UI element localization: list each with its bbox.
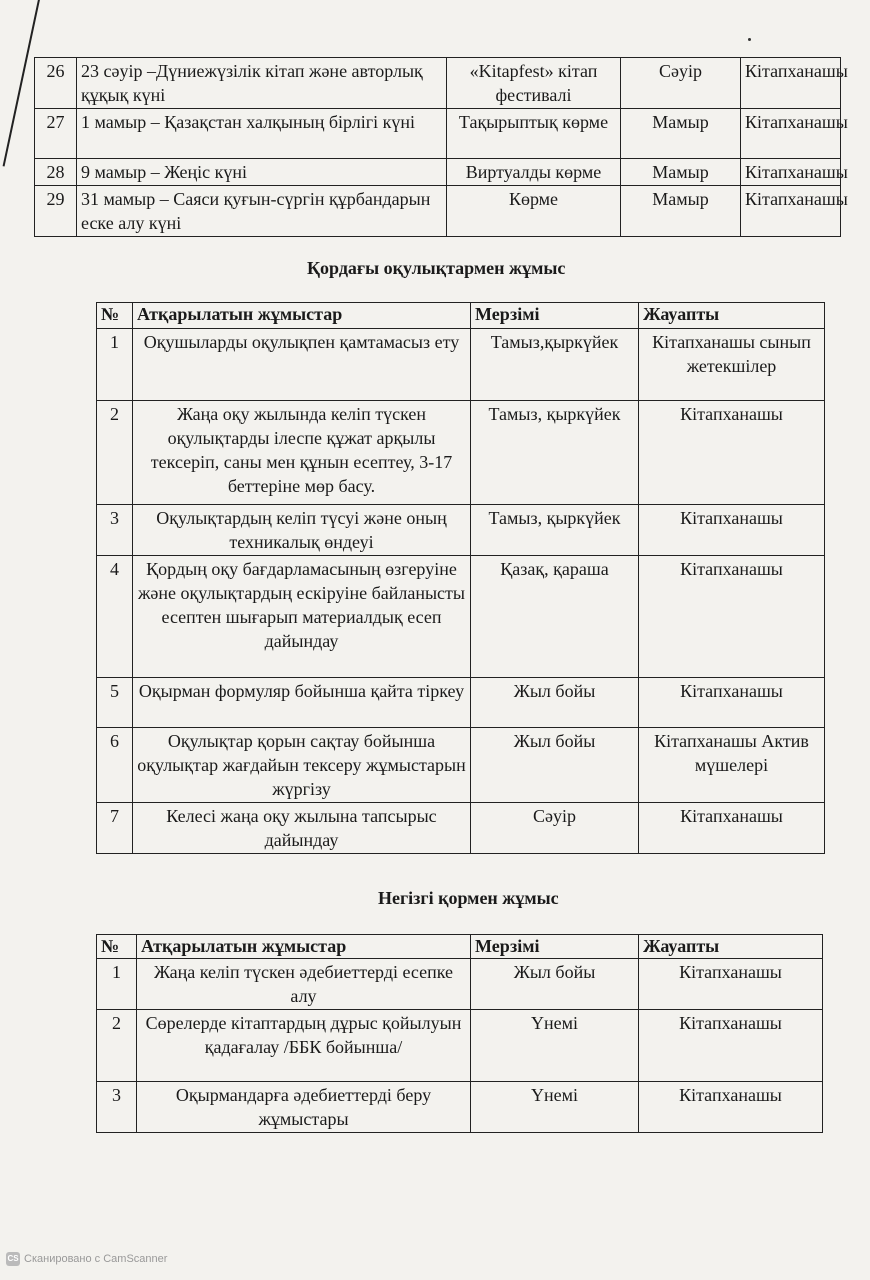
table-row (35, 159, 841, 186)
header-number: № (97, 303, 133, 329)
table-row (97, 401, 825, 505)
table-row (97, 803, 825, 854)
work-description: Қордың оқу бағдарламасының өзгеруіне және оқулықтардың ескіруіне байланысты есептен шығарып материалдық есеп дайындау (133, 556, 471, 678)
scanner-watermark (6, 1252, 167, 1266)
header-responsible: Жауапты (639, 303, 825, 329)
work-responsible: Кітапханашы (639, 959, 823, 1010)
event-form: Тақырыптық көрме (447, 109, 621, 159)
row-number: 27 (35, 109, 77, 159)
event-responsible: Кітапханашы (741, 58, 841, 109)
row-number: 2 (97, 1010, 137, 1082)
table-row (35, 186, 841, 237)
section-title-main-fund: Негізгі қормен жұмыс (378, 888, 559, 908)
work-description: Сөрелерде кітаптардың дұрыс қойылуын қадағалау /ББК бойынша/ (137, 1010, 471, 1082)
header-work: Атқарылатын жұмыстар (133, 303, 471, 329)
table-row (97, 678, 825, 728)
event-responsible: Кітапханашы (741, 109, 841, 159)
row-number: 6 (97, 728, 133, 803)
table-row (97, 1082, 823, 1133)
row-number: 7 (97, 803, 133, 854)
event-form: Көрме (447, 186, 621, 237)
event-name: 31 мамыр – Саяси қуғын-сүргін құрбандарын еске алу күні (77, 186, 447, 237)
work-date: Тамыз, қыркүйек (471, 505, 639, 556)
event-name: 1 мамыр – Қазақстан халқының бірлігі күні (77, 109, 447, 159)
work-responsible: Кітапханашы (639, 505, 825, 556)
work-responsible: Кітапханашы (639, 556, 825, 678)
work-date: Жыл бойы (471, 728, 639, 803)
work-date: Үнемі (471, 1082, 639, 1133)
header-responsible: Жауапты (639, 935, 823, 959)
event-name: 9 мамыр – Жеңіс күні (77, 159, 447, 186)
work-responsible: Кітапханашы (639, 401, 825, 505)
table-row (97, 959, 823, 1010)
table-row (35, 58, 841, 109)
work-description: Оқырман формуляр бойынша қайта тіркеу (133, 678, 471, 728)
work-date: Тамыз, қыркүйек (471, 401, 639, 505)
work-description: Жаңа оқу жылында келіп түскен оқулықтарды ілеспе құжат арқылы тексеріп, саны мен құнын есептеу, 3-17 беттеріне мөр басу. (133, 401, 471, 505)
scan-speck (748, 38, 751, 41)
event-responsible: Кітапханашы (741, 159, 841, 186)
table-header-row (97, 303, 825, 329)
row-number: 4 (97, 556, 133, 678)
work-description: Келесі жаңа оқу жылына тапсырыс дайындау (133, 803, 471, 854)
work-description: Оқушыларды оқулықпен қамтамасыз ету (133, 329, 471, 401)
event-responsible: Кітапханашы (741, 186, 841, 237)
work-date: Жыл бойы (471, 959, 639, 1010)
table-row (97, 556, 825, 678)
work-responsible: Кітапханашы Актив мүшелері (639, 728, 825, 803)
work-responsible: Кітапханашы (639, 1082, 823, 1133)
event-name: 23 сәуір –Дүниежүзілік кітап және авторлық құқық күні (77, 58, 447, 109)
main-fund-table (96, 934, 823, 1133)
textbooks-table (96, 302, 825, 854)
event-form: Виртуалды көрме (447, 159, 621, 186)
header-work: Атқарылатын жұмыстар (137, 935, 471, 959)
header-date: Мерзімі (471, 935, 639, 959)
row-number: 1 (97, 959, 137, 1010)
work-responsible: Кітапханашы (639, 678, 825, 728)
header-date: Мерзімі (471, 303, 639, 329)
work-date: Жыл бойы (471, 678, 639, 728)
row-number: 1 (97, 329, 133, 401)
work-responsible: Кітапханашы (639, 1010, 823, 1082)
event-date: Мамыр (621, 109, 741, 159)
row-number: 28 (35, 159, 77, 186)
work-description: Оқулықтардың келіп түсуі және оның техникалық өндеуі (133, 505, 471, 556)
row-number: 3 (97, 505, 133, 556)
event-date: Сәуір (621, 58, 741, 109)
work-date: Сәуір (471, 803, 639, 854)
camscanner-icon: CS (6, 1252, 20, 1266)
table-row (35, 109, 841, 159)
event-form: «Kitapfest» кітап фестивалі (447, 58, 621, 109)
work-description: Жаңа келіп түскен әдебиеттерді есепке алу (137, 959, 471, 1010)
row-number: 26 (35, 58, 77, 109)
table-row (97, 728, 825, 803)
row-number: 2 (97, 401, 133, 505)
row-number: 3 (97, 1082, 137, 1133)
work-date: Үнемі (471, 1010, 639, 1082)
work-responsible: Кітапханашы (639, 803, 825, 854)
work-description: Оқулықтар қорын сақтау бойынша оқулықтар жағдайын тексеру жұмыстарын жүргізу (133, 728, 471, 803)
table-row (97, 1010, 823, 1082)
row-number: 29 (35, 186, 77, 237)
event-date: Мамыр (621, 186, 741, 237)
watermark-text: Сканировано с CamScanner (24, 1253, 168, 1265)
table-row (97, 505, 825, 556)
events-table (34, 57, 848, 237)
work-date: Тамыз,қыркүйек (471, 329, 639, 401)
table-header-row (97, 935, 823, 959)
work-description: Оқырмандарға әдебиеттерді беру жұмыстары (137, 1082, 471, 1133)
section-title-textbooks: Қордағы оқулықтармен жұмыс (307, 258, 566, 278)
row-number: 5 (97, 678, 133, 728)
work-date: Қазақ, қараша (471, 556, 639, 678)
table-row (97, 329, 825, 401)
work-responsible: Кітапханашы сынып жетекшілер (639, 329, 825, 401)
header-number: № (97, 935, 137, 959)
event-date: Мамыр (621, 159, 741, 186)
